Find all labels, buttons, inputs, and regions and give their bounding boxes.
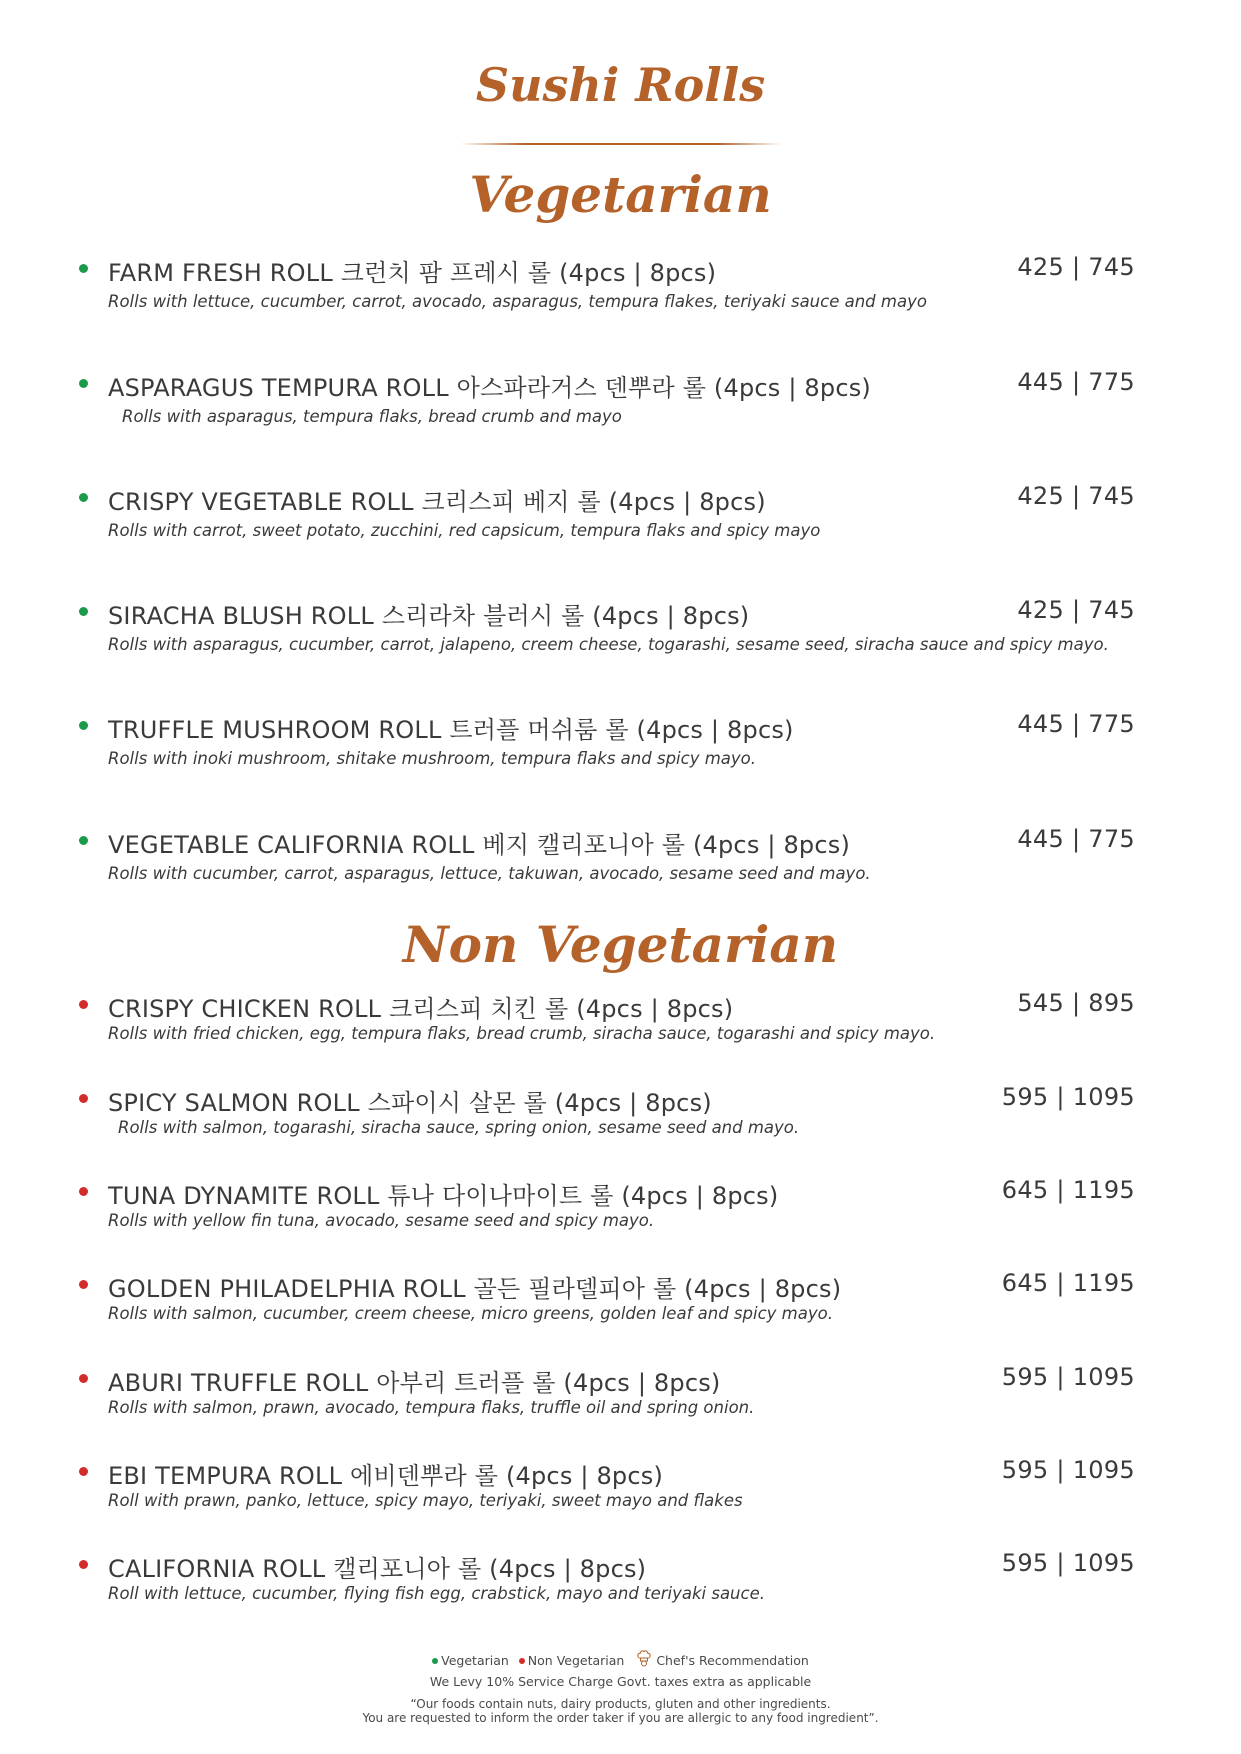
title-divider (460, 143, 782, 145)
menu-item (0, 986, 1241, 1043)
menu-title: Sushi Rolls (475, 58, 766, 112)
veg-dot-icon (79, 607, 88, 616)
veg-dot-icon (79, 721, 88, 730)
item-name: TUNA DYNAMITE ROLL 튜나 다이나마이트 롤 (4pcs | 8pcs) (108, 1182, 779, 1210)
nonveg-dot-icon (79, 1000, 88, 1009)
item-name: CRISPY VEGETABLE ROLL 크리스피 베지 롤 (4pcs | 8pcs) (108, 488, 766, 516)
item-description: Rolls with asparagus, cucumber, carrot, jalapeno, creem cheese, togarashi, sesame seed, siracha sauce and spicy mayo. (108, 635, 1109, 654)
item-description: Rolls with carrot, sweet potato, zucchini, red capsicum, tempura flaks and spicy mayo (108, 521, 821, 540)
nonveg-dot-icon (79, 1467, 88, 1476)
item-price: 595 | 1095 (1001, 1363, 1135, 1391)
legend-veg-label: Vegetarian (441, 1653, 509, 1668)
nonveg-dot-icon (79, 1374, 88, 1383)
item-price: 425 | 745 (1017, 253, 1135, 281)
menu-item (0, 1266, 1241, 1323)
menu-item (0, 479, 1241, 540)
item-name: CALIFORNIA ROLL 캘리포니아 롤 (4pcs | 8pcs) (108, 1555, 647, 1583)
item-name: SIRACHA BLUSH ROLL 스리라차 블러시 롤 (4pcs | 8pcs) (108, 602, 750, 630)
item-price: 595 | 1095 (1001, 1083, 1135, 1111)
item-price: 545 | 895 (1017, 989, 1135, 1017)
legend-chef-label: Chef's Recommendation (656, 1653, 809, 1668)
item-name: ABURI TRUFFLE ROLL 아부리 트러플 롤 (4pcs | 8pcs) (108, 1369, 721, 1397)
item-name: VEGETABLE CALIFORNIA ROLL 베지 캘리포니아 롤 (4pcs | 8pcs) (108, 831, 851, 859)
item-description: Rolls with cucumber, carrot, asparagus, lettuce, takuwan, avocado, sesame seed and mayo. (108, 864, 871, 883)
service-charge-note: We Levy 10% Service Charge Govt. taxes extra as applicable (429, 1674, 812, 1689)
item-description: Roll with prawn, panko, lettuce, spicy mayo, teriyaki, sweet mayo and flakes (108, 1491, 743, 1510)
item-description: Roll with lettuce, cucumber, flying fish egg, crabstick, mayo and teriyaki sauce. (108, 1584, 765, 1603)
menu-item (0, 1453, 1241, 1510)
item-name: GOLDEN PHILADELPHIA ROLL 골든 필라델피아 롤 (4pcs | 8pcs) (108, 1275, 842, 1303)
item-description: Rolls with asparagus, tempura flaks, bread crumb and mayo (122, 407, 622, 426)
item-description: Rolls with fried chicken, egg, tempura flaks, bread crumb, siracha sauce, togarashi and spicy mayo. (108, 1024, 936, 1043)
item-name: TRUFFLE MUSHROOM ROLL 트러플 머쉬룸 롤 (4pcs | 8pcs) (108, 716, 794, 744)
item-price: 595 | 1095 (1001, 1456, 1135, 1484)
allergy-note-line-1: “Our foods contain nuts, dairy products, gluten and other ingredients. (410, 1697, 831, 1711)
item-name: FARM FRESH ROLL 크런치 팜 프레시 롤 (4pcs | 8pcs) (108, 259, 717, 287)
veg-dot-icon (79, 836, 88, 845)
menu-item (0, 707, 1241, 768)
item-description: Rolls with salmon, prawn, avocado, tempura flaks, truffle oil and spring onion. (108, 1398, 755, 1417)
veg-dot-icon (79, 379, 88, 388)
nonveg-dot-icon (79, 1187, 88, 1196)
menu-item (0, 365, 1241, 426)
item-price: 425 | 745 (1017, 482, 1135, 510)
item-description: Rolls with salmon, togarashi, siracha sauce, spring onion, sesame seed and mayo. (118, 1118, 800, 1137)
item-price: 445 | 775 (1017, 710, 1135, 738)
item-price: 425 | 745 (1017, 596, 1135, 624)
item-description: Rolls with salmon, cucumber, creem cheese, micro greens, golden leaf and spicy mayo. (108, 1304, 833, 1323)
veg-dot-icon (79, 493, 88, 502)
menu-item (0, 1546, 1241, 1603)
item-name: ASPARAGUS TEMPURA ROLL 아스파라거스 덴뿌라 롤 (4pcs | 8pcs) (108, 374, 871, 402)
menu-item (0, 250, 1241, 311)
menu-item (0, 822, 1241, 883)
menu-item (0, 1080, 1241, 1137)
nonveg-dot-icon (519, 1658, 525, 1664)
item-price: 645 | 1195 (1001, 1176, 1135, 1204)
nonveg-dot-icon (79, 1094, 88, 1103)
item-price: 595 | 1095 (1001, 1549, 1135, 1577)
item-price: 445 | 775 (1017, 368, 1135, 396)
item-price: 445 | 775 (1017, 825, 1135, 853)
vegetarian-heading: Vegetarian (469, 165, 772, 224)
menu-item (0, 1173, 1241, 1230)
chef-hat-icon (636, 1649, 652, 1670)
item-name: EBI TEMPURA ROLL 에비덴뿌라 롤 (4pcs | 8pcs) (108, 1462, 664, 1490)
veg-dot-icon (432, 1658, 438, 1664)
item-description: Rolls with yellow fin tuna, avocado, sesame seed and spicy mayo. (108, 1211, 655, 1230)
allergy-note-line-2: You are requested to inform the order taker if you are allergic to any food ingredient”. (362, 1711, 879, 1725)
nonveg-dot-icon (79, 1560, 88, 1569)
item-description: Rolls with inoki mushroom, shitake mushroom, tempura flaks and spicy mayo. (108, 749, 756, 768)
item-name: SPICY SALMON ROLL 스파이시 살몬 롤 (4pcs | 8pcs) (108, 1089, 712, 1117)
legend (0, 1651, 1241, 1672)
menu-item (0, 1360, 1241, 1417)
item-price: 645 | 1195 (1001, 1269, 1135, 1297)
veg-dot-icon (79, 264, 88, 273)
menu-item (0, 593, 1241, 654)
nonveg-dot-icon (79, 1280, 88, 1289)
non-vegetarian-heading: Non Vegetarian (402, 915, 839, 974)
item-description: Rolls with lettuce, cucumber, carrot, avocado, asparagus, tempura flakes, teriyaki sauce and mayo (108, 292, 927, 311)
legend-nonveg-label: Non Vegetarian (527, 1653, 625, 1668)
item-name: CRISPY CHICKEN ROLL 크리스피 치킨 롤 (4pcs | 8pcs) (108, 995, 734, 1023)
